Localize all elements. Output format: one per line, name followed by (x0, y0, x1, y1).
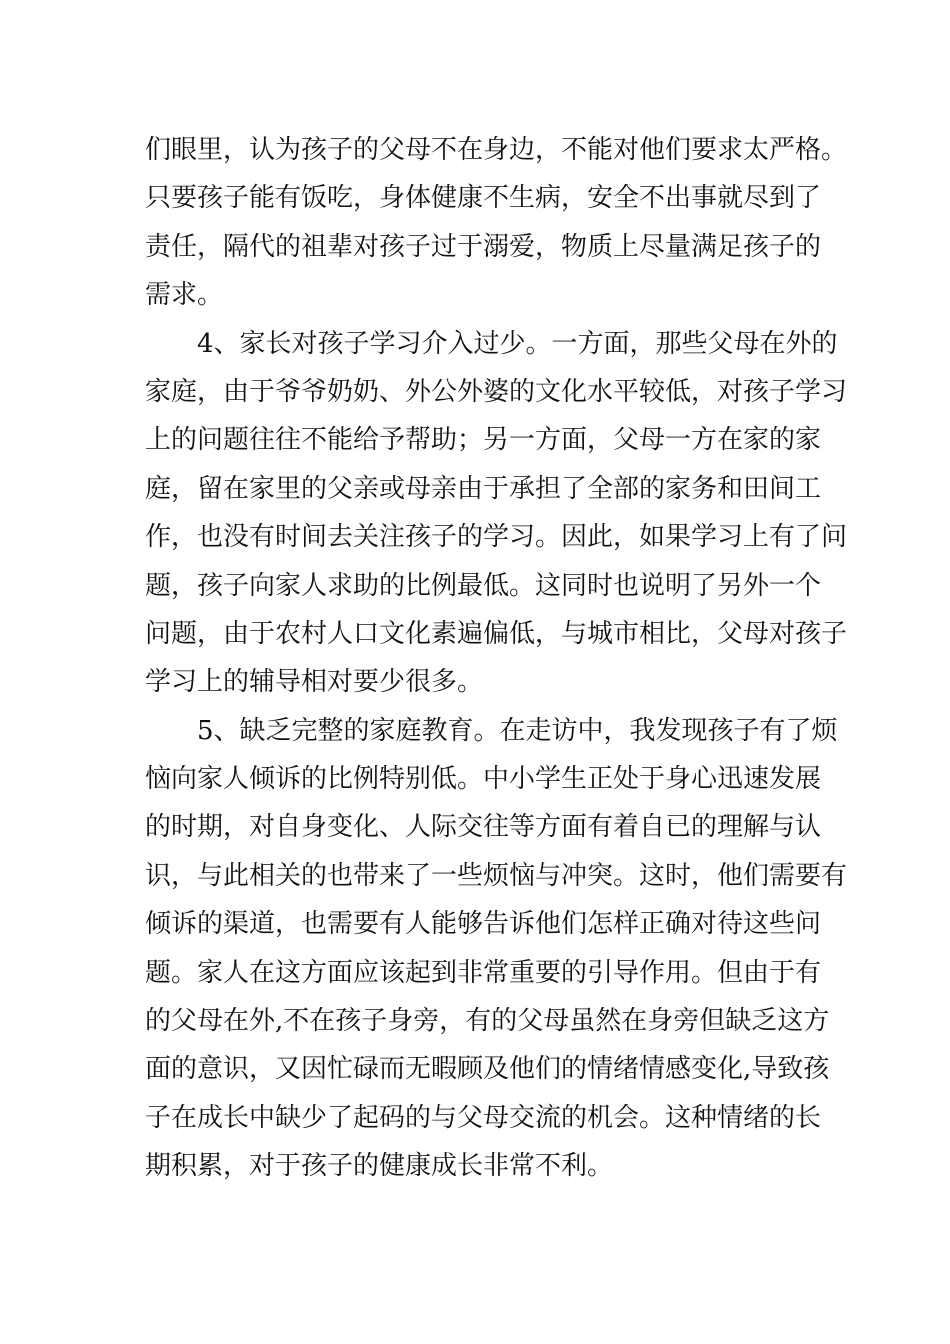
text-line: 题。家人在这方面应该起到非常重要的引导作用。但由于有 (145, 957, 822, 988)
text-line: 的时期，对自身变化、人际交往等方面有着自已的理解与认 (145, 812, 822, 843)
text-line: 庭，留在家里的父亲或母亲由于承担了全部的家务和田间工 (145, 473, 822, 504)
text-line: 作，也没有时间去关注孩子的学习。因此，如果学习上有了问 (145, 522, 848, 553)
paragraph-item-4 (145, 320, 848, 707)
text-line: 倾诉的渠道，也需要有人能够告诉他们怎样正确对待这些问 (145, 909, 822, 940)
text-line: 面的意识，又因忙碌而无暇顾及他们的情绪情感变化,导致孩 (145, 1054, 830, 1085)
text-line: 识，与此相关的也带来了一些烦恼与冲突。这时，他们需要有 (145, 860, 848, 891)
text-line: 问题，由于农村人口文化素遍偏低，与城市相比，父母对孩子 (145, 618, 848, 649)
text-line: 题，孩子向家人求助的比例最低。这同时也说明了另外一个 (145, 570, 822, 601)
text-line: 期积累，对于孩子的健康成长非常不利。 (145, 1151, 614, 1182)
paragraph-continuation (145, 126, 848, 320)
text-line: 家庭，由于爷爷奶奶、外公外婆的文化水平较低，对孩子学习 (145, 376, 848, 407)
document-body (145, 126, 848, 1191)
text-line: 5、缺乏完整的家庭教育。在走访中，我发现孩子有了烦 (197, 715, 838, 746)
text-line: 需求。 (145, 280, 224, 311)
text-line: 责任，隔代的祖辈对孩子过于溺爱，物质上尽量满足孩子的 (145, 231, 822, 262)
text-line: 只要孩子能有饭吃，身体健康不生病，安全不出事就尽到了 (145, 183, 822, 214)
text-line: 们眼里，认为孩子的父母不在身边，不能对他们要求太严格。 (145, 135, 848, 165)
text-line: 上的问题往往不能给予帮助；另一方面，父母一方在家的家 (145, 425, 822, 456)
text-line: 4、家长对孩子学习介入过少。一方面，那些父母在外的 (197, 328, 838, 359)
text-line: 恼向家人倾诉的比例特别低。中小学生正处于身心迅速发展 (145, 764, 822, 795)
text-line: 子在成长中缺少了起码的与父母交流的机会。这种情绪的长 (145, 1102, 822, 1133)
text-line: 学习上的辅导相对要少很多。 (145, 667, 484, 698)
text-line: 的父母在外,不在孩子身旁，有的父母虽然在身旁但缺乏这方 (145, 1006, 830, 1037)
paragraph-item-5 (145, 707, 848, 1191)
